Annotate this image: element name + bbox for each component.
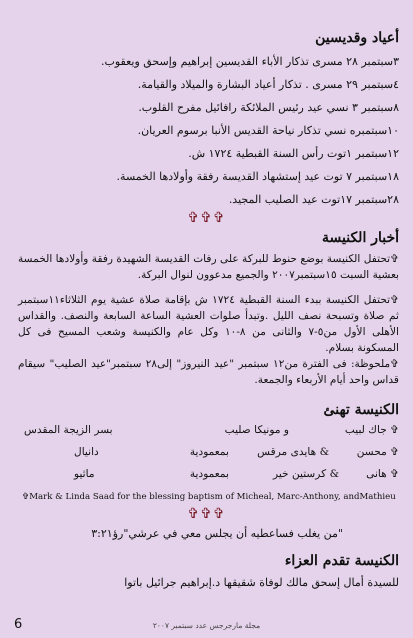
condolence-text: للسيدة أمال إسحق مالك لوفاة شقيقها د.إبراهيم جرائيل باتوا [124,576,399,589]
rejoice-occasion: بمعمودية [189,468,229,480]
news-heading: أخبار الكنيسة [322,230,399,246]
rejoice-name: ✞ هانى [366,468,399,480]
news-paragraph: ✞ملحوظة: فى الفترة من١٢ سبتمبر "عيد النيروز" إلى٢٨ سبتمبر"عيد الصليب" سيقام قداس واحد أيام الأربعاء والجمعة. [18,358,400,386]
cross-divider-icon: ✞✞✞ [187,210,226,226]
rejoice-name: & كرستين خير [273,468,339,480]
page-number: 6 [14,617,23,632]
rejoice-occasion: بسر الزيجة المقدس [24,424,113,436]
feast-item: ٣سبتمبر ٢٨ مسرى تذكار الأباء القديسين إبراهيم وإسحق ويعقوب. [100,55,399,68]
rejoice-child: ماثيو [74,468,95,480]
feast-item: ٨سبتمبر ٣ نسي عيد رئيس الملائكة رافائيل مفرح القلوب. [138,101,399,114]
feast-item: ١٢سبتمبر ١توت رأس السنة القبطية ١٧٢٤ ش. [188,147,399,160]
condolence-heading: الكنيسة تقدم العزاء [284,553,399,569]
rejoices-heading: الكنيسة تهنئ [323,402,399,418]
feast-item: ١٠سبتمبره نسي تذكار نياحة القديس الأنبا برسوم العريان. [137,124,399,137]
news-paragraph: ✞تحتفل الكنيسة بوضع حنوط للبركة على رفات القديسة الشهيدة رفقة وأولادها الخمسة بعشية السبت ١٥سبتمبر٢٠٠٧ والجميع مدعوون لنوال البركة. [18,253,399,281]
rejoice-name: ✞ جاك لبيب [344,424,399,436]
rejoice-name: و مونيكا صليب [224,424,289,436]
cross-divider-icon: ✞✞✞ [187,506,226,522]
rejoice-name: ✞ محسن [356,446,399,458]
news-paragraph: ✞تحتفل الكنيسة ببدء السنة القبطية ١٧٢٤ ش بإقامة صلاة عشية يوم الثلاثاء١١سبتمبر ثم صلاة وتسبحة نصف الليل .وتبدأ صلوات العشية الساعة السابعة والنصف. والقداس الأهلى الأول من٥-٧ والثانى من ٨-١٠ وكل عام والكنيسة وشعب المسيح فى كل المسكونة بسلام. [18,294,399,354]
feast-item: ١٨سبتمبر ٧ توت عيد إستشهاد القديسة رفقة وأولادها الخمسة. [116,170,399,183]
feast-item: ٢٨سبتمبر ١٧توت عيد الصليب المجيد. [228,193,399,206]
rejoice-occasion: بمعمودية [189,446,229,458]
bible-verse: "من يغلب فساعطيه أن يجلس معي في عرشي"رؤ٣:٢١ [91,527,343,540]
rejoice-row [14,424,399,442]
rejoice-row [14,468,399,486]
rejoice-child: دانيال [74,446,99,458]
feasts-heading: أعياد وقديسين [315,30,399,46]
rejoice-row [14,446,399,464]
footer-caption: مجلة مارجرجس عدد سبتمبر ٢٠٠٧ [152,621,261,630]
feast-item: ٤سبتمبر ٢٩ مسرى . تذكار أعياد البشارة والميلاد والقيامة. [137,78,399,91]
english-blessing-line: ✞Mark & Linda Saad for the blessing baptism of Micheal, Marc-Anthony, andMathieu [22,492,396,502]
rejoice-name: & هايدى مرقس [257,446,329,458]
